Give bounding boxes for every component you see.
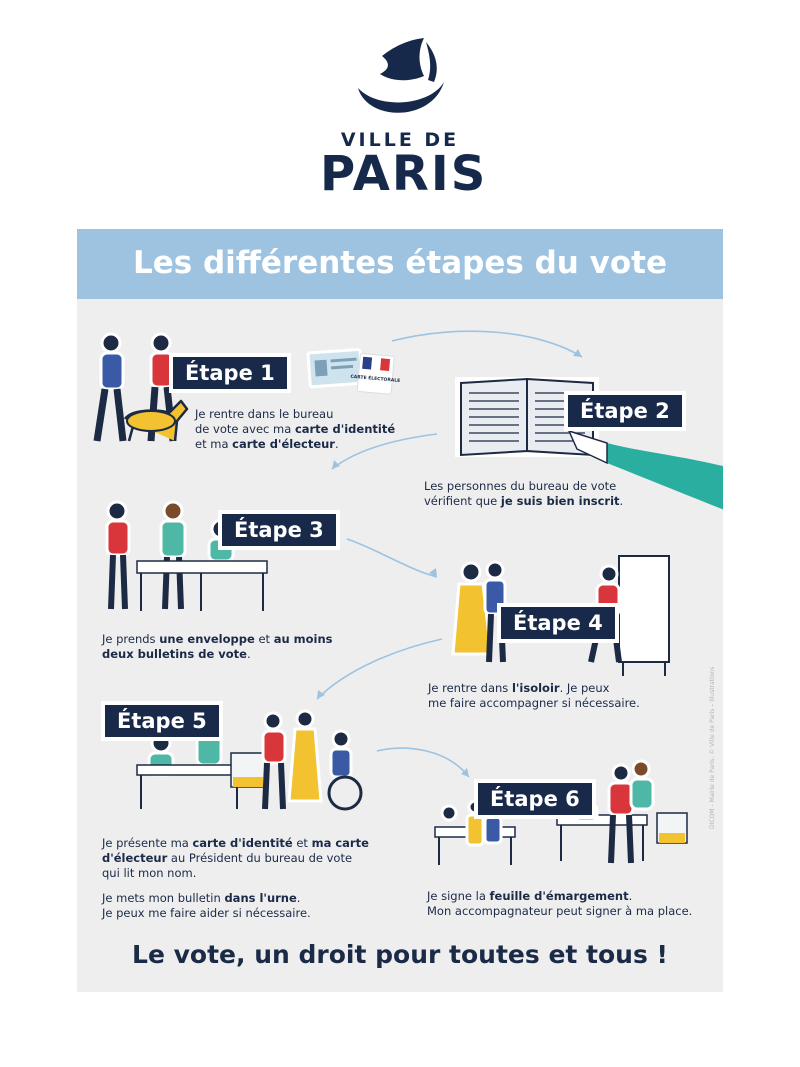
step2-label: Étape 2: [568, 395, 682, 427]
step3-line: Je prends une enveloppe et au moins: [102, 632, 333, 646]
step4-label: Étape 4: [501, 607, 615, 639]
ville-de-paris-logo: [320, 36, 488, 202]
arrow-step4-to-5: [317, 639, 442, 699]
arrow-step3-to-4: [347, 539, 437, 577]
arrow-step1-to-2: [392, 331, 582, 357]
illustration-credit: DICOM - Mairie de Paris, © Ville de Paris – Illustrations: [709, 666, 716, 829]
voting-steps-poster: [77, 229, 723, 992]
step5-line: Je mets mon bulletin dans l'urne.: [102, 891, 301, 905]
step1-line: Je rentre dans le bureau: [195, 407, 334, 421]
step3-line: deux bulletins de vote.: [102, 647, 251, 661]
step2-line: Les personnes du bureau de vote: [424, 479, 617, 493]
step2-text: [424, 479, 623, 509]
step5-line: [102, 881, 369, 891]
step1-line: et ma carte d'électeur.: [195, 437, 339, 451]
step1-illustration: [91, 329, 191, 454]
id-and-voter-cards-icon: [307, 347, 401, 395]
step5-line: Je peux me faire aider si nécessaire.: [102, 906, 311, 920]
step2-line: vérifient que je suis bien inscrit.: [424, 494, 624, 508]
step6-line: Mon accompagnateur peut signer à ma place.: [427, 904, 693, 918]
step5-text: [102, 836, 369, 921]
step3-label: Étape 3: [222, 514, 336, 546]
logo-line-ville-de: VILLE DE: [340, 129, 460, 151]
step1-label: Étape 1: [173, 357, 287, 389]
voter-card-label: CARTE ÉLECTORALE: [350, 374, 401, 385]
step5-line: qui lit mon nom.: [102, 866, 197, 880]
step6-label: Étape 6: [478, 783, 592, 815]
step4-line: Je rentre dans l'isoloir. Je peux: [428, 681, 610, 695]
step4-line: me faire accompagner si nécessaire.: [428, 696, 640, 710]
step1-text: [195, 407, 395, 452]
step1-line: de vote avec ma carte d'identité: [195, 422, 396, 436]
paris-ship-logo-icon: [348, 36, 452, 124]
step5-label: Étape 5: [105, 705, 219, 737]
step4-text: [428, 681, 640, 711]
step6-text: [427, 889, 692, 919]
poster-title: Les différentes étapes du vote: [132, 245, 668, 281]
step3-text: [102, 632, 333, 662]
step5-line: Je présente ma carte d'identité et ma carte: [102, 836, 369, 850]
step5-line: d'électeur au Président du bureau de vote: [102, 851, 353, 865]
footer-slogan: Le vote, un droit pour toutes et tous !: [132, 940, 668, 969]
step6-line: Je signe la feuille d'émargement.: [427, 889, 633, 903]
logo-line-paris: PARIS: [320, 146, 488, 202]
